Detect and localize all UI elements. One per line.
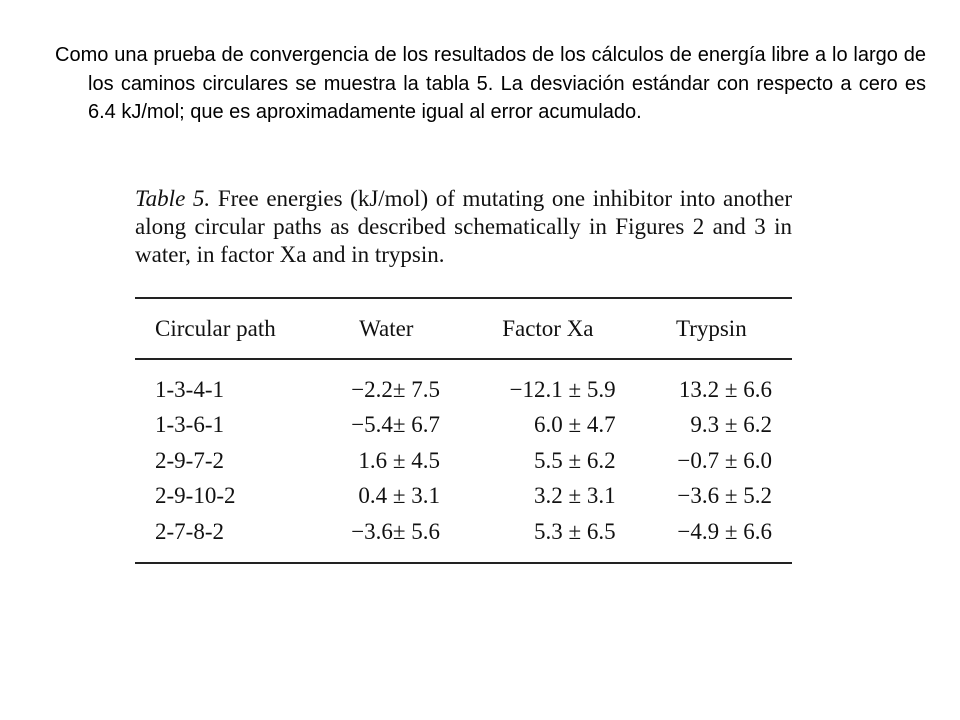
cell-trypsin: −4.9 ± 6.6 (631, 514, 792, 563)
header-circular-path: Circular path (135, 298, 308, 359)
cell-path: 1-3-4-1 (155, 376, 224, 402)
intro-paragraph: Como una prueba de convergencia de los resultados de los cálculos de energía libre a lo largo de los caminos circulares se muestra la tabla 5. La desviación estándar con respecto a cero es 6.4 kJ/mol; que es aproximadamente igual al error acumulado. (55, 44, 926, 123)
cell-water: −5.4± 6.7 (351, 412, 441, 438)
table-caption-text: Free energies (kJ/mol) of mutating one inhibitor into another along circular paths as described schematically in Figures 2 and 3 in water, in factor Xa and in trypsin. (135, 186, 793, 267)
cell-trypsin: −3.6 ± 5.2 (677, 483, 772, 509)
table-figure (135, 185, 792, 564)
cell-factor-xa: 5.5 ± 6.2 (534, 447, 616, 473)
cell-trypsin: −0.7 ± 6.0 (677, 447, 772, 473)
header-water: Water (308, 298, 465, 359)
table-row (135, 443, 792, 479)
cell-water: −3.6± 5.6 (308, 514, 465, 563)
cell-trypsin: 9.3 ± 6.2 (690, 412, 772, 438)
table-caption-label: Table 5. (135, 186, 211, 211)
table-row (135, 359, 792, 408)
cell-water: 0.4 ± 3.1 (358, 483, 441, 509)
cell-factor-xa: 3.2 ± 3.1 (534, 483, 616, 509)
cell-path: 1-3-6-1 (155, 412, 224, 438)
cell-water: 1.6 ± 4.5 (358, 447, 441, 473)
table-header-row (135, 298, 792, 359)
table-row (135, 514, 792, 563)
cell-path: 2-9-7-2 (155, 447, 224, 473)
cell-path: 2-7-8-2 (135, 514, 308, 563)
cell-factor-xa: 5.3 ± 6.5 (465, 514, 631, 563)
cell-factor-xa: 6.0 ± 4.7 (534, 412, 616, 438)
cell-water: −2.2± 7.5 (351, 376, 441, 402)
table-caption (135, 185, 792, 269)
cell-trypsin: 13.2 ± 6.6 (678, 376, 772, 402)
cell-factor-xa: −12.1 ± 5.9 (509, 376, 616, 402)
table-row (135, 408, 792, 444)
cell-path: 2-9-10-2 (155, 483, 236, 509)
header-factor-xa: Factor Xa (465, 298, 631, 359)
free-energy-table (135, 297, 792, 564)
table-row (135, 479, 792, 515)
header-trypsin: Trypsin (631, 298, 792, 359)
